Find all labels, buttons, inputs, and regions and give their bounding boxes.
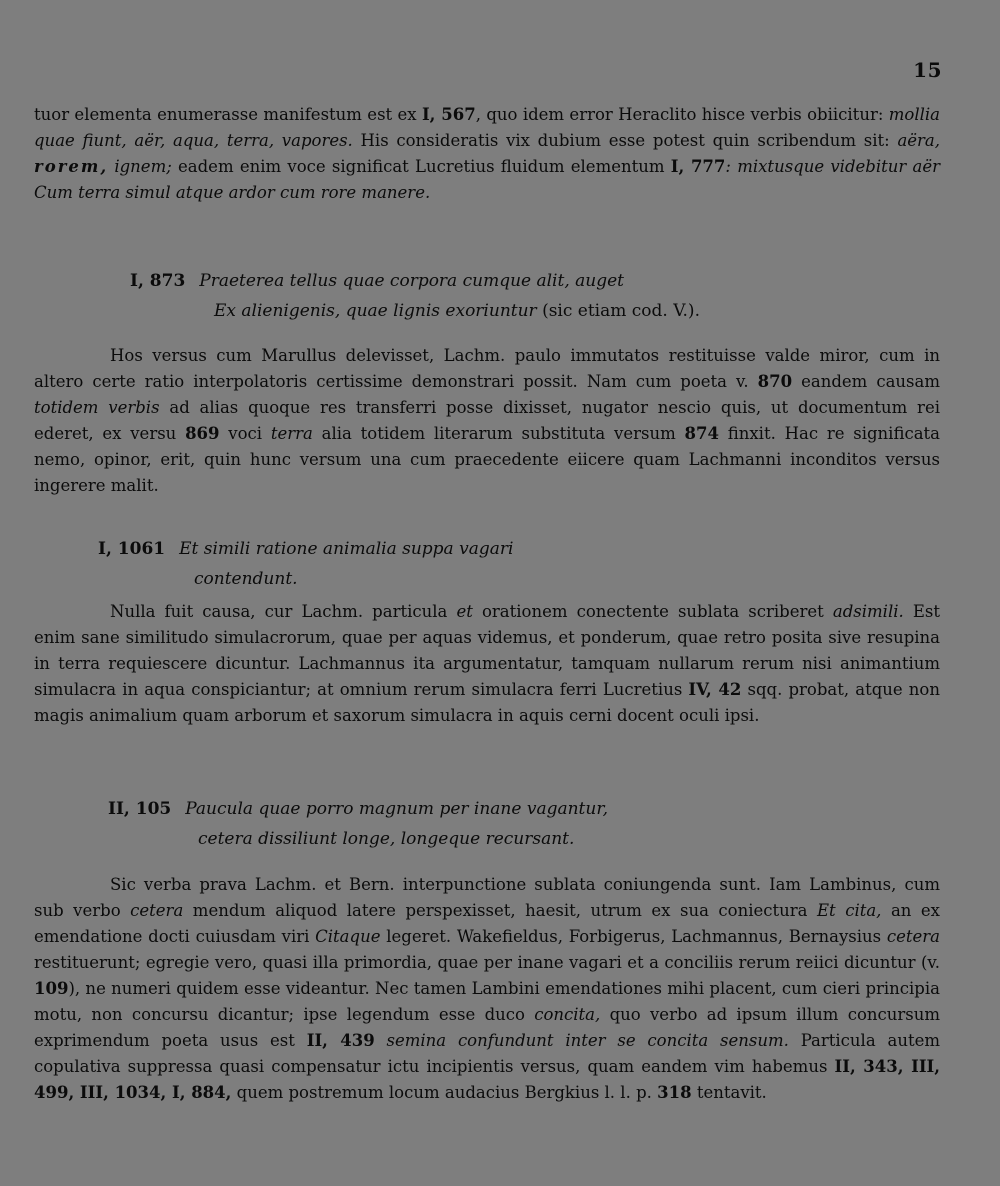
verse-heading-3 — [108, 794, 868, 854]
text: tuor elementa enumerasse manifestum est ex — [34, 105, 422, 124]
text: voci — [219, 424, 271, 443]
verse-heading-1 — [130, 266, 890, 326]
text: Est enim sane similitudo simulacrorum, quae per aquas videmus, et ponderum, quae retro posita sive resupina in terra requiescere dicuntur. Lachmannus ita argumentatur, tamquam nullarum rerum nisi animantium simulacra in aqua conspiciantur; at omnium rerum simulacra ferri Lucretius — [34, 602, 940, 699]
paragraph-commentary-2 — [34, 599, 940, 729]
quote: cetera — [886, 927, 940, 946]
verse-note: (sic etiam cod. V.). — [536, 301, 700, 321]
text: finxit. Hac re significata nemo, opinor, erit, quin hunc versum una cum praecedente eiicere quam Lachmanni inconditos versus ingerere malit. — [34, 424, 941, 495]
quote: concita, — [534, 1005, 601, 1024]
text: His consideratis vix dubium esse potest quin scribendum sit: — [352, 131, 898, 150]
citation: I, 567 — [421, 105, 476, 124]
citation: I, 777 — [670, 157, 726, 176]
text: ad alias quoque res transferri posse dixisset, nugator nescio quis, ut documentum rei ederet, ex versu — [34, 398, 940, 443]
quote: et — [456, 602, 473, 621]
quote: mollia quae fiunt, aër, aqua, terra, vapores. — [34, 105, 940, 150]
citation: 870 — [757, 372, 793, 391]
text: quem postremum locum audacius Bergkius l. l. p. — [231, 1083, 658, 1102]
quote: : mixtusque videbitur aër Cum terra simul atque ardor cum rore manere. — [34, 157, 940, 202]
text: restituerunt; egregie vero, quasi illa primordia, quae per inane vagari et a conciliis rerum reiici dicuntur (v. — [34, 953, 940, 972]
verse-heading-2 — [98, 534, 858, 594]
citation: IV, 42 — [688, 680, 742, 699]
citation: 869 — [185, 424, 220, 443]
text: eadem enim voce significat Lucretius fluidum elementum — [171, 157, 671, 176]
quote: ignem; — [114, 157, 172, 176]
text: ), ne numeri quidem esse videantur. Nec tamen Lambini emendationes mihi placent, cum cieri principia motu, non concursu dicantur; ipse legendum esse duco — [34, 979, 940, 1024]
verse-ref: I, 873 — [130, 271, 186, 291]
text: sqq. probat, atque non magis animalium quam arborum et saxorum simulacra in aquis cerni docent oculi ipsi. — [34, 680, 940, 725]
verse-ref: I, 1061 — [98, 539, 166, 559]
quote: totidem verbis — [34, 398, 160, 417]
text: alia totidem literarum substituta versum — [312, 424, 685, 443]
citation: 874 — [684, 424, 719, 443]
text: orationem conectente sublata scriberet — [472, 602, 833, 621]
text: legeret. Wakefieldus, Forbigerus, Lachmannus, Bernaysius — [380, 927, 887, 946]
verse-line: cetera dissiliunt longe, longeque recursant. — [198, 829, 575, 849]
paragraph-commentary-1 — [34, 343, 940, 499]
quote: adsimili. — [832, 602, 904, 621]
quote-spaced: rorem, — [34, 157, 109, 176]
paragraph-commentary-3 — [34, 872, 940, 1106]
text: , quo idem error Heraclito hisce verbis obiicitur: — [475, 105, 889, 124]
quote: terra — [270, 424, 313, 443]
quote: Et cita, — [817, 901, 882, 920]
quote: Citaque — [315, 927, 381, 946]
quote: aëra, — [897, 131, 941, 150]
quote: semina confundunt inter se concita sensum. — [374, 1031, 789, 1050]
text: tentavit. — [691, 1083, 767, 1102]
verse-line: Et simili ratione animalia suppa vagari — [179, 539, 514, 559]
paragraph-intro — [34, 102, 940, 206]
text: Particula autem copulativa suppressa quasi compensatur ictu incipientis versus, quam eandem vim habemus — [34, 1031, 940, 1076]
verse-ref: II, 105 — [108, 799, 172, 819]
citation: 318 — [657, 1083, 692, 1102]
citation: II, 439 — [306, 1031, 375, 1050]
page-number: 15 — [913, 58, 942, 82]
citation: II, 343, III, 499, III, 1034, I, 884, — [34, 1057, 940, 1102]
text: Hos versus cum Marullus delevisset, Lachm. paulo immutatos restituisse valde miror, cum in altero certe ratio interpolatoris certissime demonstrari possit. Nam cum poeta v. — [34, 346, 940, 391]
quote: cetera — [130, 901, 184, 920]
citation: 109 — [34, 979, 69, 998]
verse-line: Praeterea tellus quae corpora cumque alit, auget — [199, 271, 624, 291]
text: Nulla fuit causa, cur Lachm. particula — [110, 602, 457, 621]
text: quo verbo ad ipsum illum concursum exprimendum poeta usus est — [34, 1005, 940, 1050]
verse-line: Paucula quae porro magnum per inane vagantur, — [185, 799, 608, 819]
text: an ex emendatione docti cuiusdam viri — [34, 901, 940, 946]
verse-line: contendunt. — [194, 569, 298, 589]
verse-line: Ex alienigenis, quae lignis exoriuntur — [214, 301, 537, 321]
text: eandem causam — [792, 372, 940, 391]
text: Sic verba prava Lachm. et Bern. interpunctione sublata coniungenda sunt. Iam Lambinus, cum sub verbo — [34, 875, 940, 920]
text: mendum aliquod latere perspexisset, haesit, utrum ex sua coniectura — [183, 901, 818, 920]
